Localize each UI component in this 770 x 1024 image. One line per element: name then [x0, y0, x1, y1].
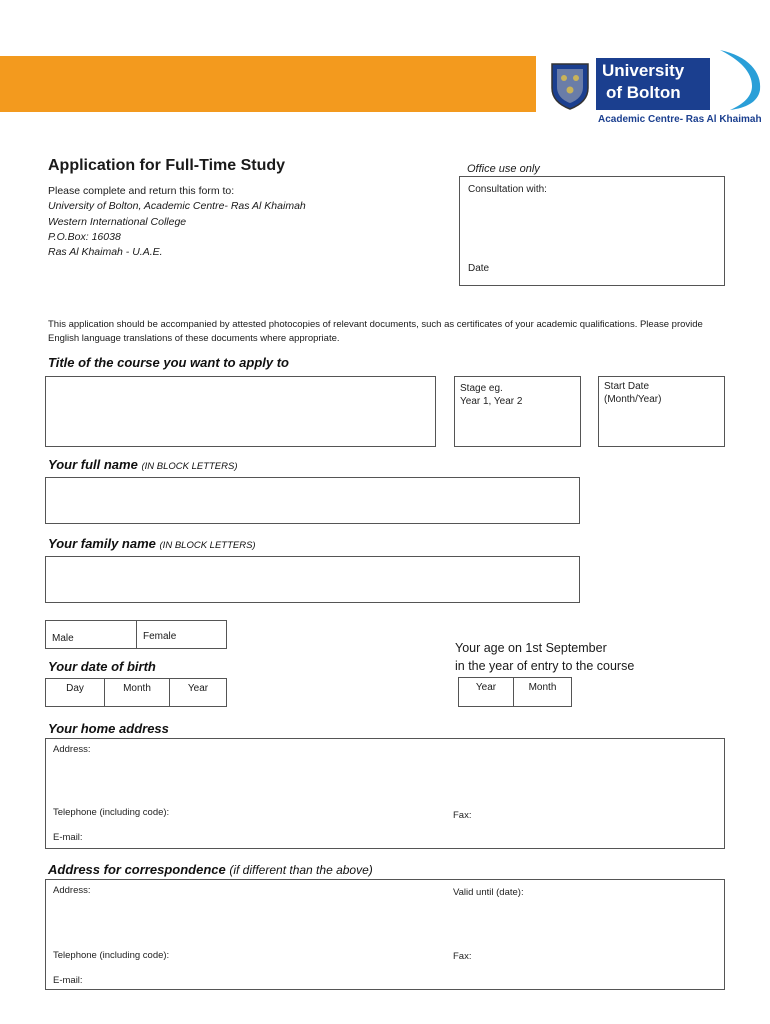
- intro-text: This application should be accompanied by attested photocopies of relevant documents, such as certificates of your academic qualifications. Please provide English language translations of these documents where appropriate.: [48, 319, 703, 344]
- age-year-field[interactable]: [458, 677, 514, 707]
- family-name-heading: [48, 536, 256, 551]
- correspondence-address-box[interactable]: [45, 879, 725, 990]
- corr-fax-label: Fax:: [453, 951, 472, 962]
- office-use-title: Office use only: [467, 163, 540, 175]
- correspondence-heading-text: Address for correspondence: [48, 862, 226, 877]
- start-date-field[interactable]: [598, 376, 725, 447]
- age-month-label: Month: [528, 682, 557, 693]
- valid-until-label: Valid until (date):: [453, 887, 524, 898]
- home-fax-label: Fax:: [453, 810, 472, 821]
- home-email-label: E-mail:: [53, 832, 83, 843]
- male-label: Male: [52, 633, 74, 644]
- home-address-box[interactable]: [45, 738, 725, 849]
- logo-line-2: of Bolton: [606, 83, 681, 102]
- consultation-label: Consultation with:: [468, 184, 547, 195]
- return-line: Western International College: [48, 216, 187, 228]
- logo-line-1: University: [602, 61, 685, 80]
- office-date-label: Date: [468, 263, 490, 274]
- return-line: University of Bolton, Academic Centre- Ras Al Khaimah: [48, 200, 306, 212]
- dob-heading: Your date of birth: [48, 659, 156, 674]
- return-line: P.O.Box: 16038: [48, 231, 121, 243]
- dob-month-field[interactable]: [104, 678, 170, 707]
- form-title: Application for Full-Time Study: [48, 157, 286, 174]
- stage-example: Year 1, Year 2: [460, 396, 523, 407]
- age-year-label: Year: [475, 682, 497, 693]
- academic-centre-label: Academic Centre- Ras Al Khaimah: [598, 114, 762, 125]
- family-name-heading-text: Your family name: [48, 536, 156, 551]
- correspondence-note: (if different than the above): [229, 863, 373, 877]
- dob-year-label: Year: [187, 683, 209, 694]
- return-intro: Please complete and return this form to:: [48, 185, 235, 197]
- return-line: Ras Al Khaimah - U.A.E.: [48, 246, 163, 258]
- stage-label: Stage eg.: [460, 383, 503, 394]
- crest-icon: [550, 62, 590, 110]
- full-name-heading-text: Your full name: [48, 457, 138, 472]
- dob-year-field[interactable]: [169, 678, 227, 707]
- corr-address-label: Address:: [53, 885, 91, 896]
- course-heading: Title of the course you want to apply to: [48, 355, 290, 370]
- full-name-heading: [48, 457, 238, 472]
- stage-field[interactable]: [454, 376, 581, 447]
- start-date-label: Start Date: [604, 381, 650, 392]
- full-name-note: (IN BLOCK LETTERS): [141, 461, 238, 472]
- corr-telephone-label: Telephone (including code):: [53, 950, 170, 961]
- home-address-label: Address:: [53, 744, 91, 755]
- course-title-field[interactable]: [45, 376, 436, 447]
- swoosh-icon: [700, 46, 770, 116]
- age-month-field[interactable]: [513, 677, 572, 707]
- family-name-field[interactable]: [45, 556, 580, 603]
- family-name-note: (IN BLOCK LETTERS): [159, 540, 256, 551]
- start-date-format: (Month/Year): [604, 394, 662, 405]
- correspondence-heading: [48, 862, 373, 877]
- dob-month-label: Month: [123, 683, 151, 694]
- university-logo: [596, 58, 710, 110]
- female-label: Female: [143, 631, 177, 642]
- dob-day-field[interactable]: [45, 678, 105, 707]
- corr-email-label: E-mail:: [53, 975, 83, 986]
- female-option[interactable]: [136, 620, 227, 649]
- male-option[interactable]: [45, 620, 137, 649]
- home-address-heading: Your home address: [48, 721, 169, 736]
- office-use-box: [459, 176, 725, 286]
- dob-day-label: Day: [66, 683, 84, 694]
- age-heading-line2: in the year of entry to the course: [455, 659, 635, 673]
- full-name-field[interactable]: [45, 477, 580, 524]
- age-heading-line1: Your age on 1st September: [455, 641, 607, 655]
- home-telephone-label: Telephone (including code):: [53, 807, 170, 818]
